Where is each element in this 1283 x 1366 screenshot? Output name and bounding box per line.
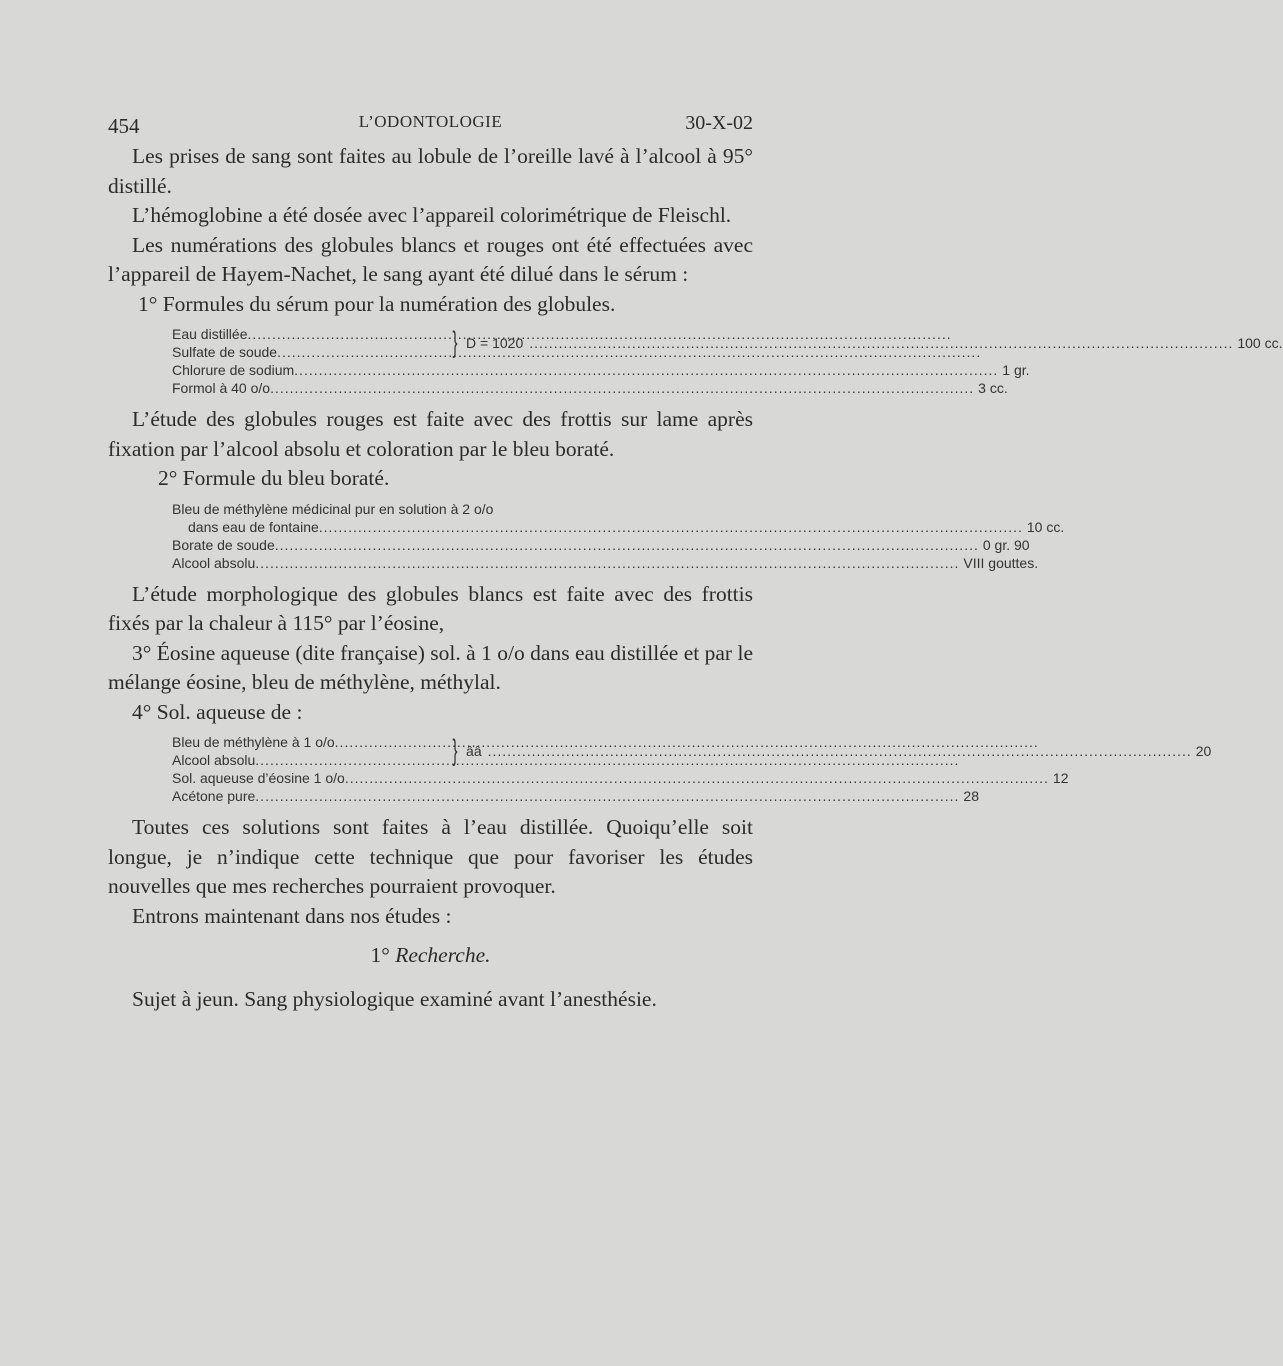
paragraph-6: 2° Formule du bleu boraté. <box>158 466 390 490</box>
formula-value: 10 cc. <box>1026 518 1065 535</box>
section-number: 1° <box>370 943 390 967</box>
issue-date: 30-X-02 <box>685 112 753 134</box>
formula-value: 1 gr. <box>1002 362 1030 378</box>
formula-bleu-borate <box>108 500 1065 572</box>
formula-value: 12 <box>1052 770 1069 786</box>
formula-value: 100 cc. <box>1237 335 1283 351</box>
formula-serum-brace-group <box>172 325 1283 361</box>
formula-item-name: Borate de soude <box>172 536 275 553</box>
paragraph-4: 1° Formules du sérum pour la numération des globules. <box>138 291 616 316</box>
formula-item-name: Formol à 40 o/o <box>172 380 271 396</box>
paragraph-7: L’étude morphologique des globules blancs est faite avec des frottis fixés par la chaleur à 115° par l’éosine, <box>108 581 753 635</box>
formula-sol-brace-group <box>172 733 1212 769</box>
formula-value: 28 <box>963 788 979 804</box>
paragraph-12: Sujet à jeun. Sang physiologique examiné avant l’anesthésie. <box>132 986 657 1011</box>
formula-value: 0 gr. 90 <box>982 536 1030 553</box>
formula-serum <box>108 325 1283 397</box>
paragraph-5: L’étude des globules rouges est faite avec des frottis sur lame après fixation par l’alcool absolu et coloration par le bleu boraté. <box>108 407 753 461</box>
formula-item-name: dans eau de fontaine <box>188 518 319 535</box>
formula-item-name: Alcool absolu <box>172 752 256 768</box>
formula-item-name: Acétone pure <box>172 788 256 804</box>
formula-aa: ââ <box>466 743 482 759</box>
running-header <box>108 108 753 142</box>
paragraph-1: Les prises de sang sont faites au lobule de l’oreille lavé à l’alcool à 95° distillé. <box>108 144 753 198</box>
section-title <box>108 941 753 971</box>
page-number: 454 <box>108 114 140 138</box>
brace-icon: } <box>452 734 458 767</box>
formula-item-name: Bleu de méthylène à 1 o/o <box>172 734 335 750</box>
formula-sol-aqueuse <box>108 733 1212 805</box>
formula-value: 3 cc. <box>978 380 1008 396</box>
journal-title: L’ODONTOLOGIE <box>358 112 503 131</box>
brace-icon: } <box>452 326 458 359</box>
formula-item-name: Sol. aqueuse d’éosine 1 o/o <box>172 770 345 786</box>
page <box>108 108 1283 1014</box>
section-label: Recherche. <box>395 943 491 967</box>
paragraph-10: Toutes ces solutions sont faites à l’eau distillée. Quoiqu’elle soit longue, je n’indique cette technique que pour favoriser les études nouvelles que mes recherches pourraient provoquer. <box>108 815 753 898</box>
paragraph-11: Entrons maintenant dans nos études : <box>132 903 452 928</box>
paragraph-3: Les numérations des globules blancs et rouges ont été effectuées avec l’appareil de Hayem-Nachet, le sang ayant été dilué dans le sérum : <box>108 232 753 286</box>
formula-item-name: Sulfate de soude <box>172 344 278 360</box>
formula-density: D = 1020 <box>466 335 524 351</box>
formula-item-name: Alcool absolu <box>172 554 256 571</box>
formula-item-name: Chlorure de sodium <box>172 362 295 378</box>
paragraph-9: 4° Sol. aqueuse de : <box>132 699 303 724</box>
formula-item-name: Eau distillée <box>172 326 248 342</box>
paragraph-8: 3° Éosine aqueuse (dite française) sol. à 1 o/o dans eau distillée et par le mélange éosine, bleu de méthylène, méthylal. <box>108 640 753 694</box>
formula-value: VIII gouttes. <box>963 554 1039 571</box>
formula-value: 20 <box>1195 743 1212 759</box>
formula-item-name: Bleu de méthylène médicinal pur en solution à 2 o/o <box>172 500 494 517</box>
paragraph-2: L’hémoglobine a été dosée avec l’appareil colorimétrique de Fleischl. <box>132 203 732 227</box>
